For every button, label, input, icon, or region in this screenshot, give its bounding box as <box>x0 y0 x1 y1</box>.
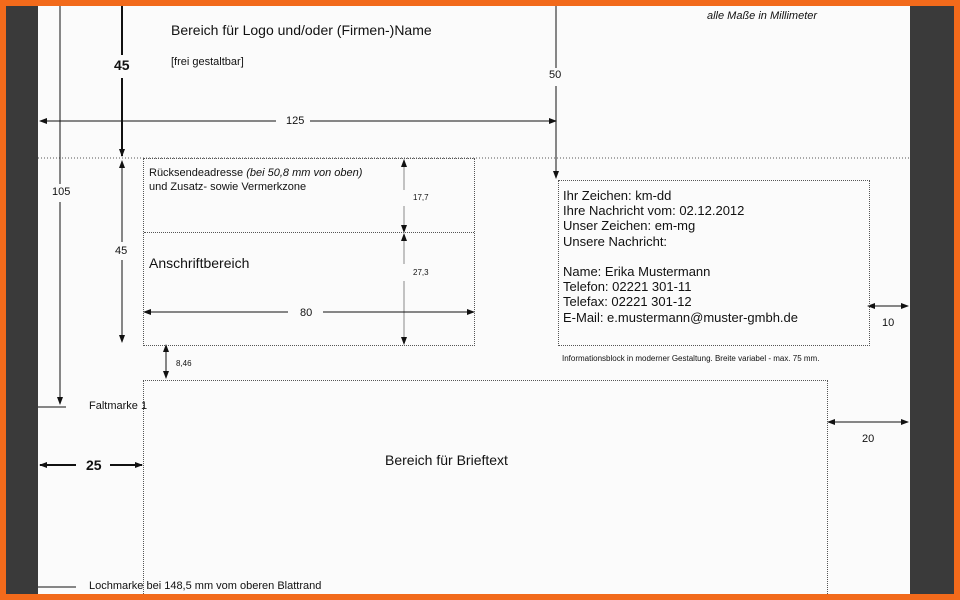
dim-label-105: 105 <box>52 186 71 198</box>
dim-label-8-46: 8,46 <box>176 359 192 368</box>
body-text-area <box>143 380 828 594</box>
info-block-text <box>563 188 798 325</box>
units-note: alle Maße in Millimeter <box>707 10 818 22</box>
info-line: Unsere Nachricht: <box>563 233 668 249</box>
dim-label-45-address: 45 <box>115 245 128 257</box>
logo-free-label: [frei gestaltbar] <box>171 56 244 68</box>
address-divider <box>144 232 474 233</box>
letter-template-page <box>38 6 910 594</box>
return-address-label: Rücksendeadresse <box>149 167 244 179</box>
info-line: E-Mail: e.mustermann@muster-gmbh.de <box>563 309 798 325</box>
address-area-label: Anschriftbereich <box>149 255 250 271</box>
info-line: Telefon: 02221 301-11 <box>563 279 692 295</box>
fold-mark-label: Faltmarke 1 <box>89 400 148 412</box>
dim-label-17-7: 17,7 <box>413 193 429 202</box>
logo-area-label: Bereich für Logo und/oder (Firmen-)Name <box>171 22 432 38</box>
return-address-note: (bei 50,8 mm von oben) <box>246 167 363 179</box>
dim-label-25: 25 <box>86 457 102 473</box>
dim-label-80: 80 <box>300 307 313 319</box>
dim-label-10: 10 <box>882 317 895 329</box>
info-line: Ihr Zeichen: km-dd <box>563 188 672 203</box>
info-line: Telefax: 02221 301-12 <box>563 294 692 310</box>
info-line: Ihre Nachricht vom: 02.12.2012 <box>563 203 745 219</box>
dim-label-125: 125 <box>286 115 305 127</box>
info-line: Unser Zeichen: em-mg <box>563 218 696 234</box>
return-address-line1 <box>149 167 362 179</box>
info-line: Name: Erika Mustermann <box>563 263 711 279</box>
dim-label-20: 20 <box>862 433 875 445</box>
dim-label-50: 50 <box>549 69 562 81</box>
body-text-label: Bereich für Brieftext <box>385 452 508 468</box>
info-line <box>563 249 798 264</box>
dim-label-27-3: 27,3 <box>413 268 429 277</box>
punch-mark-label: Lochmarke bei 148,5 mm vom oberen Blattrand <box>89 580 322 592</box>
info-block-caption: Informationsblock in moderner Gestaltung. Breite variabel - max. 75 mm. <box>562 354 820 363</box>
dim-label-45-top: 45 <box>114 57 130 73</box>
return-address-line2: und Zusatz- sowie Vermerkzone <box>149 181 307 193</box>
